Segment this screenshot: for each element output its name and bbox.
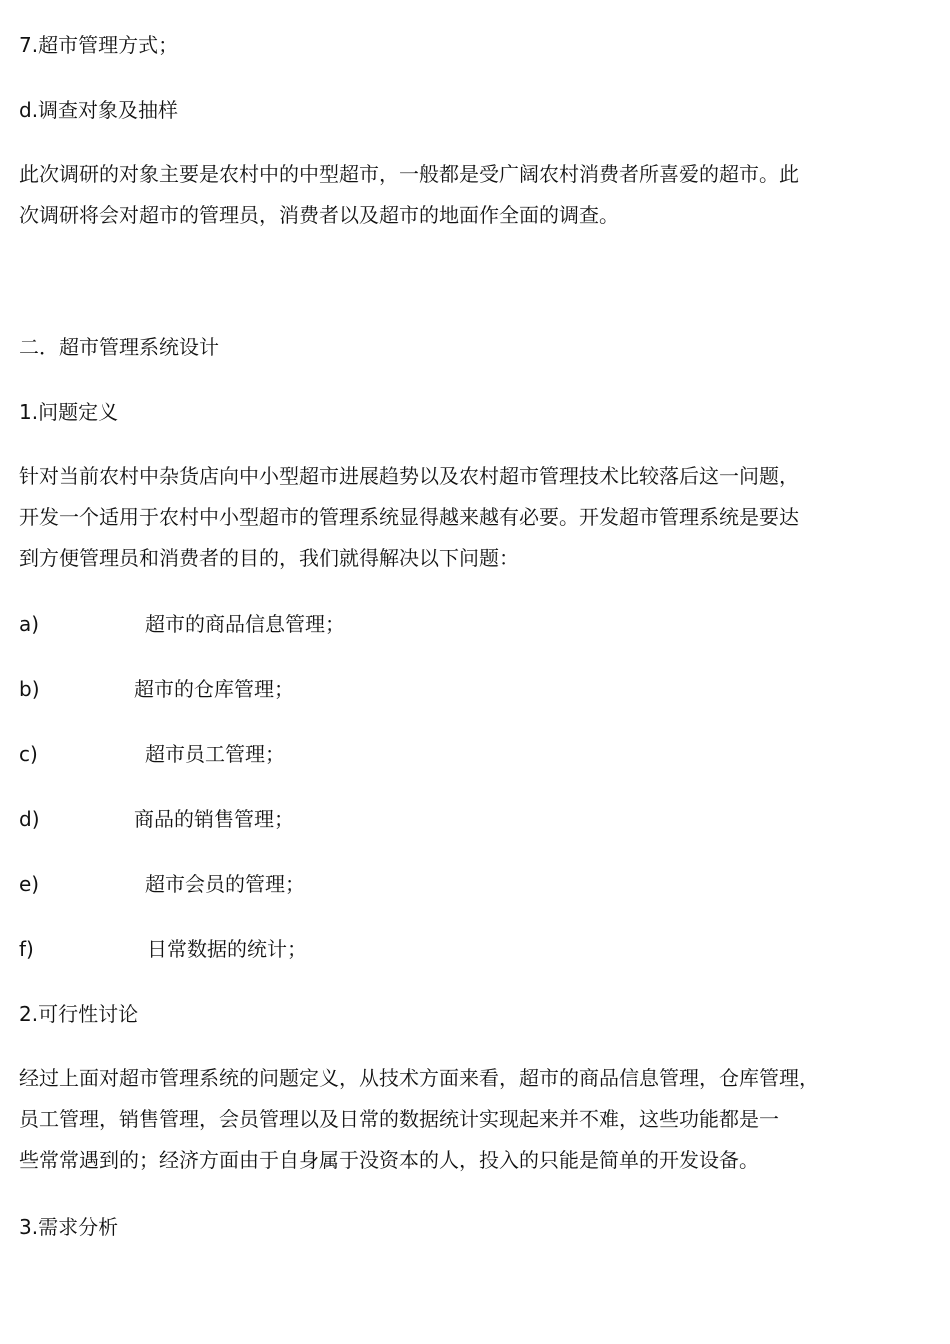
section-heading-2: 2.可行性讨论 [19,1002,139,1026]
list-item [19,740,285,768]
paragraph-line: 此次调研的对象主要是农村中的中型超市，一般都是受广阔农村消费者所喜爱的超市。此 [19,162,799,186]
paragraph-line: 员工管理，销售管理，会员管理以及日常的数据统计实现起来并不难，这些功能都是一 [19,1107,779,1131]
list-marker: c) [19,742,38,766]
list-item [19,675,294,703]
chapter-heading: 二．超市管理系统设计 [19,335,219,359]
section-heading-3: 3.需求分析 [19,1215,119,1239]
list-marker: e) [19,872,40,896]
paragraph-line: 到方便管理员和消费者的目的，我们就得解决以下问题： [19,546,519,570]
list-item-text: 商品的销售管理； [134,807,294,831]
list-marker: a) [19,612,40,636]
list-item [19,610,345,638]
paragraph-survey-subjects [19,154,931,236]
list-item-text: 超市的商品信息管理； [145,612,345,636]
list-marker: f) [19,937,34,961]
list-item-text: 超市会员的管理； [145,872,305,896]
section-heading-1: 1.问题定义 [19,400,119,424]
list-line-7: 7.超市管理方式； [19,33,179,57]
list-item-text: 日常数据的统计； [147,937,307,961]
paragraph-line: 次调研将会对超市的管理员，消费者以及超市的地面作全面的调查。 [19,203,619,227]
list-marker: b) [19,677,40,701]
list-item [19,870,305,898]
paragraph-problem-definition [19,456,931,579]
paragraph-feasibility [19,1058,931,1181]
list-marker: d) [19,807,40,831]
list-item [19,805,294,833]
section-heading-d: d.调查对象及抽样 [19,98,179,122]
paragraph-line: 针对当前农村中杂货店向中小型超市进展趋势以及农村超市管理技术比较落后这一问题， [19,464,799,488]
paragraph-line: 开发一个适用于农村中小型超市的管理系统显得越来越有必要。开发超市管理系统是要达 [19,505,799,529]
paragraph-line: 经过上面对超市管理系统的问题定义，从技术方面来看，超市的商品信息管理，仓库管理， [19,1066,819,1090]
paragraph-line: 些常常遇到的；经济方面由于自身属于没资本的人，投入的只能是简单的开发设备。 [19,1148,759,1172]
list-item [19,935,307,963]
list-item-text: 超市员工管理； [145,742,285,766]
list-item-text: 超市的仓库管理； [134,677,294,701]
